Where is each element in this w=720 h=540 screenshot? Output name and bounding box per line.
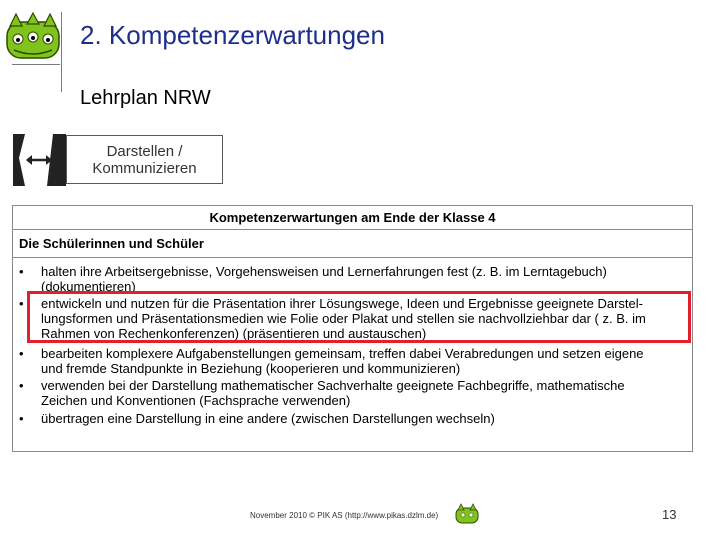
bullet: • <box>19 264 24 279</box>
badge-line-2: Kommunizieren <box>92 160 197 177</box>
list-item-line: übertragen eine Darstellung in eine andere (zwischen Darstellungen wechseln) <box>41 411 495 426</box>
table-subheading: Die Schülerinnen und Schüler <box>19 236 204 251</box>
table-heading: Kompetenzerwartungen am Ende der Klasse 4 <box>209 210 496 225</box>
header-divider-horizontal <box>12 64 60 65</box>
list-item-line: Zeichen und Konventionen (Fachsprache verwenden) <box>41 393 351 408</box>
header-divider-vertical <box>61 12 62 92</box>
list-item-line: (dokumentieren) <box>41 279 136 294</box>
pikas-logo <box>6 12 60 64</box>
footer-text: November 2010 © PIK AS (http://www.pikas.dzlm.de) <box>250 511 439 520</box>
bullet: • <box>19 296 24 311</box>
page-title: 2. Kompetenzerwartungen <box>80 20 385 50</box>
table-row-divider <box>13 229 692 230</box>
pikas-logo-small <box>455 503 479 525</box>
bullet: • <box>19 411 24 426</box>
highlight-box <box>27 291 691 343</box>
table-row-divider <box>13 257 692 258</box>
list-item-line: halten ihre Arbeitsergebnisse, Vorgehensweisen und Lernerfahrungen fest (z. B. im Lerntagebuch) <box>41 264 607 279</box>
page-number: 13 <box>662 507 677 522</box>
list-item-line: und fremde Standpunkte in Beziehung (kooperieren und kommunizieren) <box>41 361 461 376</box>
competence-badge <box>66 135 223 184</box>
bullet: • <box>19 378 24 393</box>
list-item-line: verwenden bei der Darstellung mathematischer Sachverhalte geeignete Fachbegriffe, mathematische <box>41 378 625 393</box>
list-item-line: lungsformen und Präsentationsmedien wie Folie oder Plakat und stellen sie nachvollziehbar dar ( z. B. im <box>41 311 646 326</box>
bullet: • <box>19 346 24 361</box>
list-item-line: entwickeln und nutzen für die Präsentation ihrer Lösungswege, Ideen und Ergebnisse geeignete Darstel- <box>41 296 643 311</box>
page-subtitle: Lehrplan NRW <box>80 87 211 109</box>
list-item-line: Rahmen von Rechenkonferenzen) (präsentieren und austauschen) <box>41 326 427 341</box>
arrow-icon <box>13 134 66 186</box>
list-item-line: bearbeiten komplexere Aufgabenstellungen gemeinsam, treffen dabei Verabredungen und setzen eigene <box>41 346 644 361</box>
badge-line-1: Darstellen / <box>106 143 183 160</box>
